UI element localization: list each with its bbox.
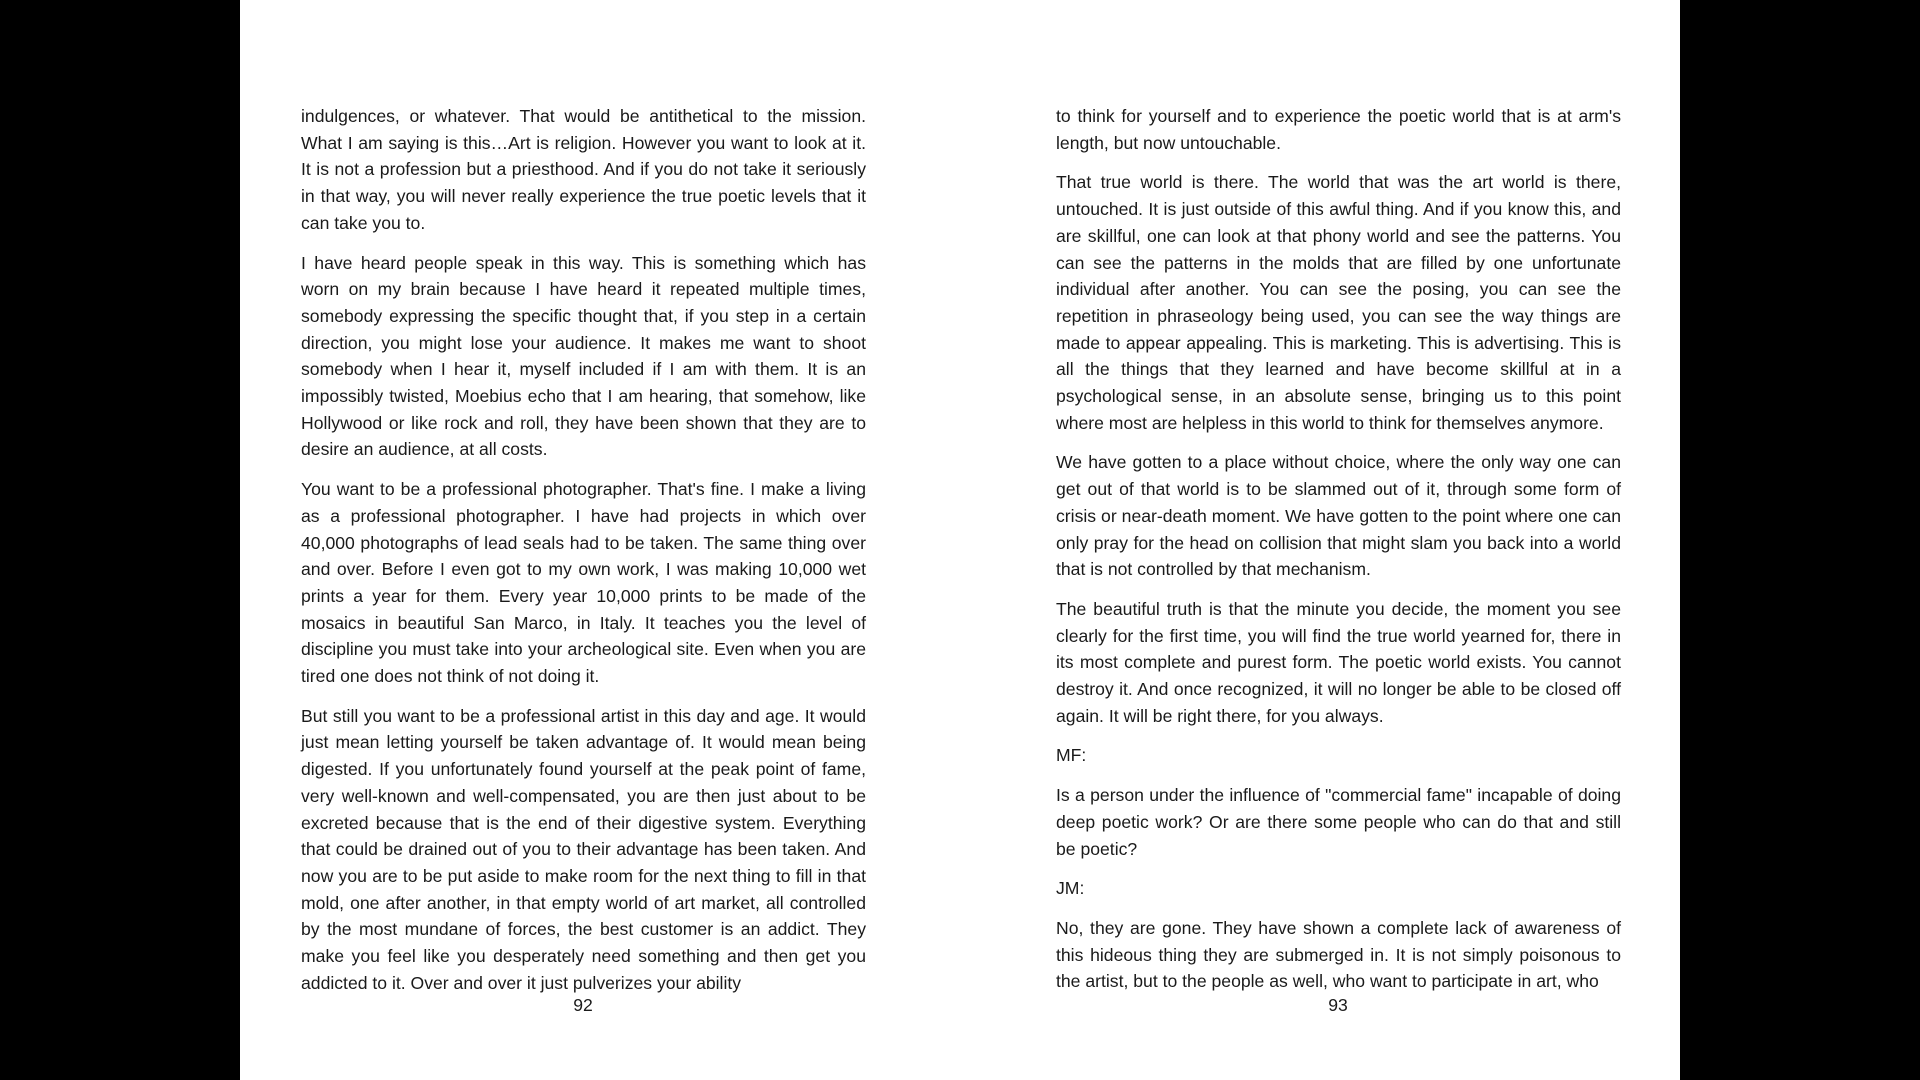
left-page-number: 92 [573,995,593,1015]
right-paragraph-4: The beautiful truth is that the minute you decide, the moment you see clearly for the first time, you will find the true world yearned for, there in its most complete and purest form. The poetic world exists. You cannot destroy it. And once recognized, it will no longer be able to be closed off again. It will be right there, for you always. [1056,598,1621,726]
left-paragraph-1: indulgences, or whatever. That would be antithetical to the mission. What I am saying is this…Art is religion. However you want to look at it. It is not a profession but a priesthood. And if you do not take it seriously in that way, you will never really experience the true poetic levels that it can take you to. [301,106,866,233]
speaker-label-jm: JM: [1056,878,1085,899]
right-page-number: 93 [1328,995,1348,1015]
right-paragraph-3: We have gotten to a place without choice, where the only way one can get out of that world is to be slammed out of it, through some form of crisis or near-death moment. We have gotten to the point where one can only pray for the head on collision that might slam you back into a world that is not controlled by that mechanism. [1056,452,1621,580]
left-page [301,103,866,1010]
book-spread [240,0,1680,1080]
left-paragraph-4: But still you want to be a professional artist in this day and age. It would just mean letting yourself be taken advantage of. It would mean being digested. If you unfortunately found yourself at the peak point of fame, very well-known and well-compensated, you are then just about to be excreted because that is the end of their digestive system. Everything that could be drained out of you to their advantage has been taken. And now you are to be put aside to make room for the next thing to fill in that mold, one after another, in that empty world of art market, all controlled by the most mundane of forces, the best customer is an addict. They make you feel like you desperately need something and then get you addicted to it. Over and over it just pulverizes your ability [301,705,866,993]
speaker-label-mf: MF: [1056,745,1087,766]
left-paragraph-3: You want to be a professional photographer. That's fine. I make a living as a professional photographer. I have had projects in which over 40,000 photographs of lead seals had to be taken. The same thing over and over. Before I even got to my own work, I was making 10,000 wet prints a year for them. Every year 10,000 prints to be made of the mosaics in beautiful San Marco, in Italy. It teaches you the level of discipline you must take into your archeological site. Even when you are tired one does not think of not doing it. [301,479,866,687]
interview-answer: No, they are gone. They have shown a complete lack of awareness of this hideous thing they are submerged in. It is not simply poisonous to the artist, but to the people as well, who want to participate in art, who [1056,917,1621,992]
interview-question: Is a person under the influence of "commercial fame" incapable of doing deep poetic work? Or are there some people who can do that and still be poetic? [1056,785,1621,859]
right-page [1056,103,1621,1008]
right-paragraph-1: to think for yourself and to experience the poetic world that is at arm's length, but now untouchable. [1056,106,1621,153]
right-paragraph-2: That true world is there. The world that was the art world is there, untouched. It is just outside of this awful thing. And if you know this, and are skillful, one can look at that phony world and see the patterns. You can see the patterns in the molds that are filled by one unfortunate individual after another. You can see the posing, you can see the repetition in phraseology being used, you can see the way things are made to appear appealing. This is marketing. This is advertising. This is all the things that they learned and have become skillful at in a psychological sense, in an absolute sense, bringing us to this point where most are helpless in this world to think for themselves anymore. [1056,172,1621,433]
left-paragraph-2: I have heard people speak in this way. This is something which has worn on my brain because I have heard it repeated multiple times, somebody expressing the specific thought that, if you step in a certain direction, you might lose your audience. It makes me want to shoot somebody when I hear it, myself included if I am with them. It is an impossibly twisted, Moebius echo that I am hearing, that somehow, like Hollywood or like rock and roll, they have been shown that they are to desire an audience, at all costs. [301,252,866,460]
